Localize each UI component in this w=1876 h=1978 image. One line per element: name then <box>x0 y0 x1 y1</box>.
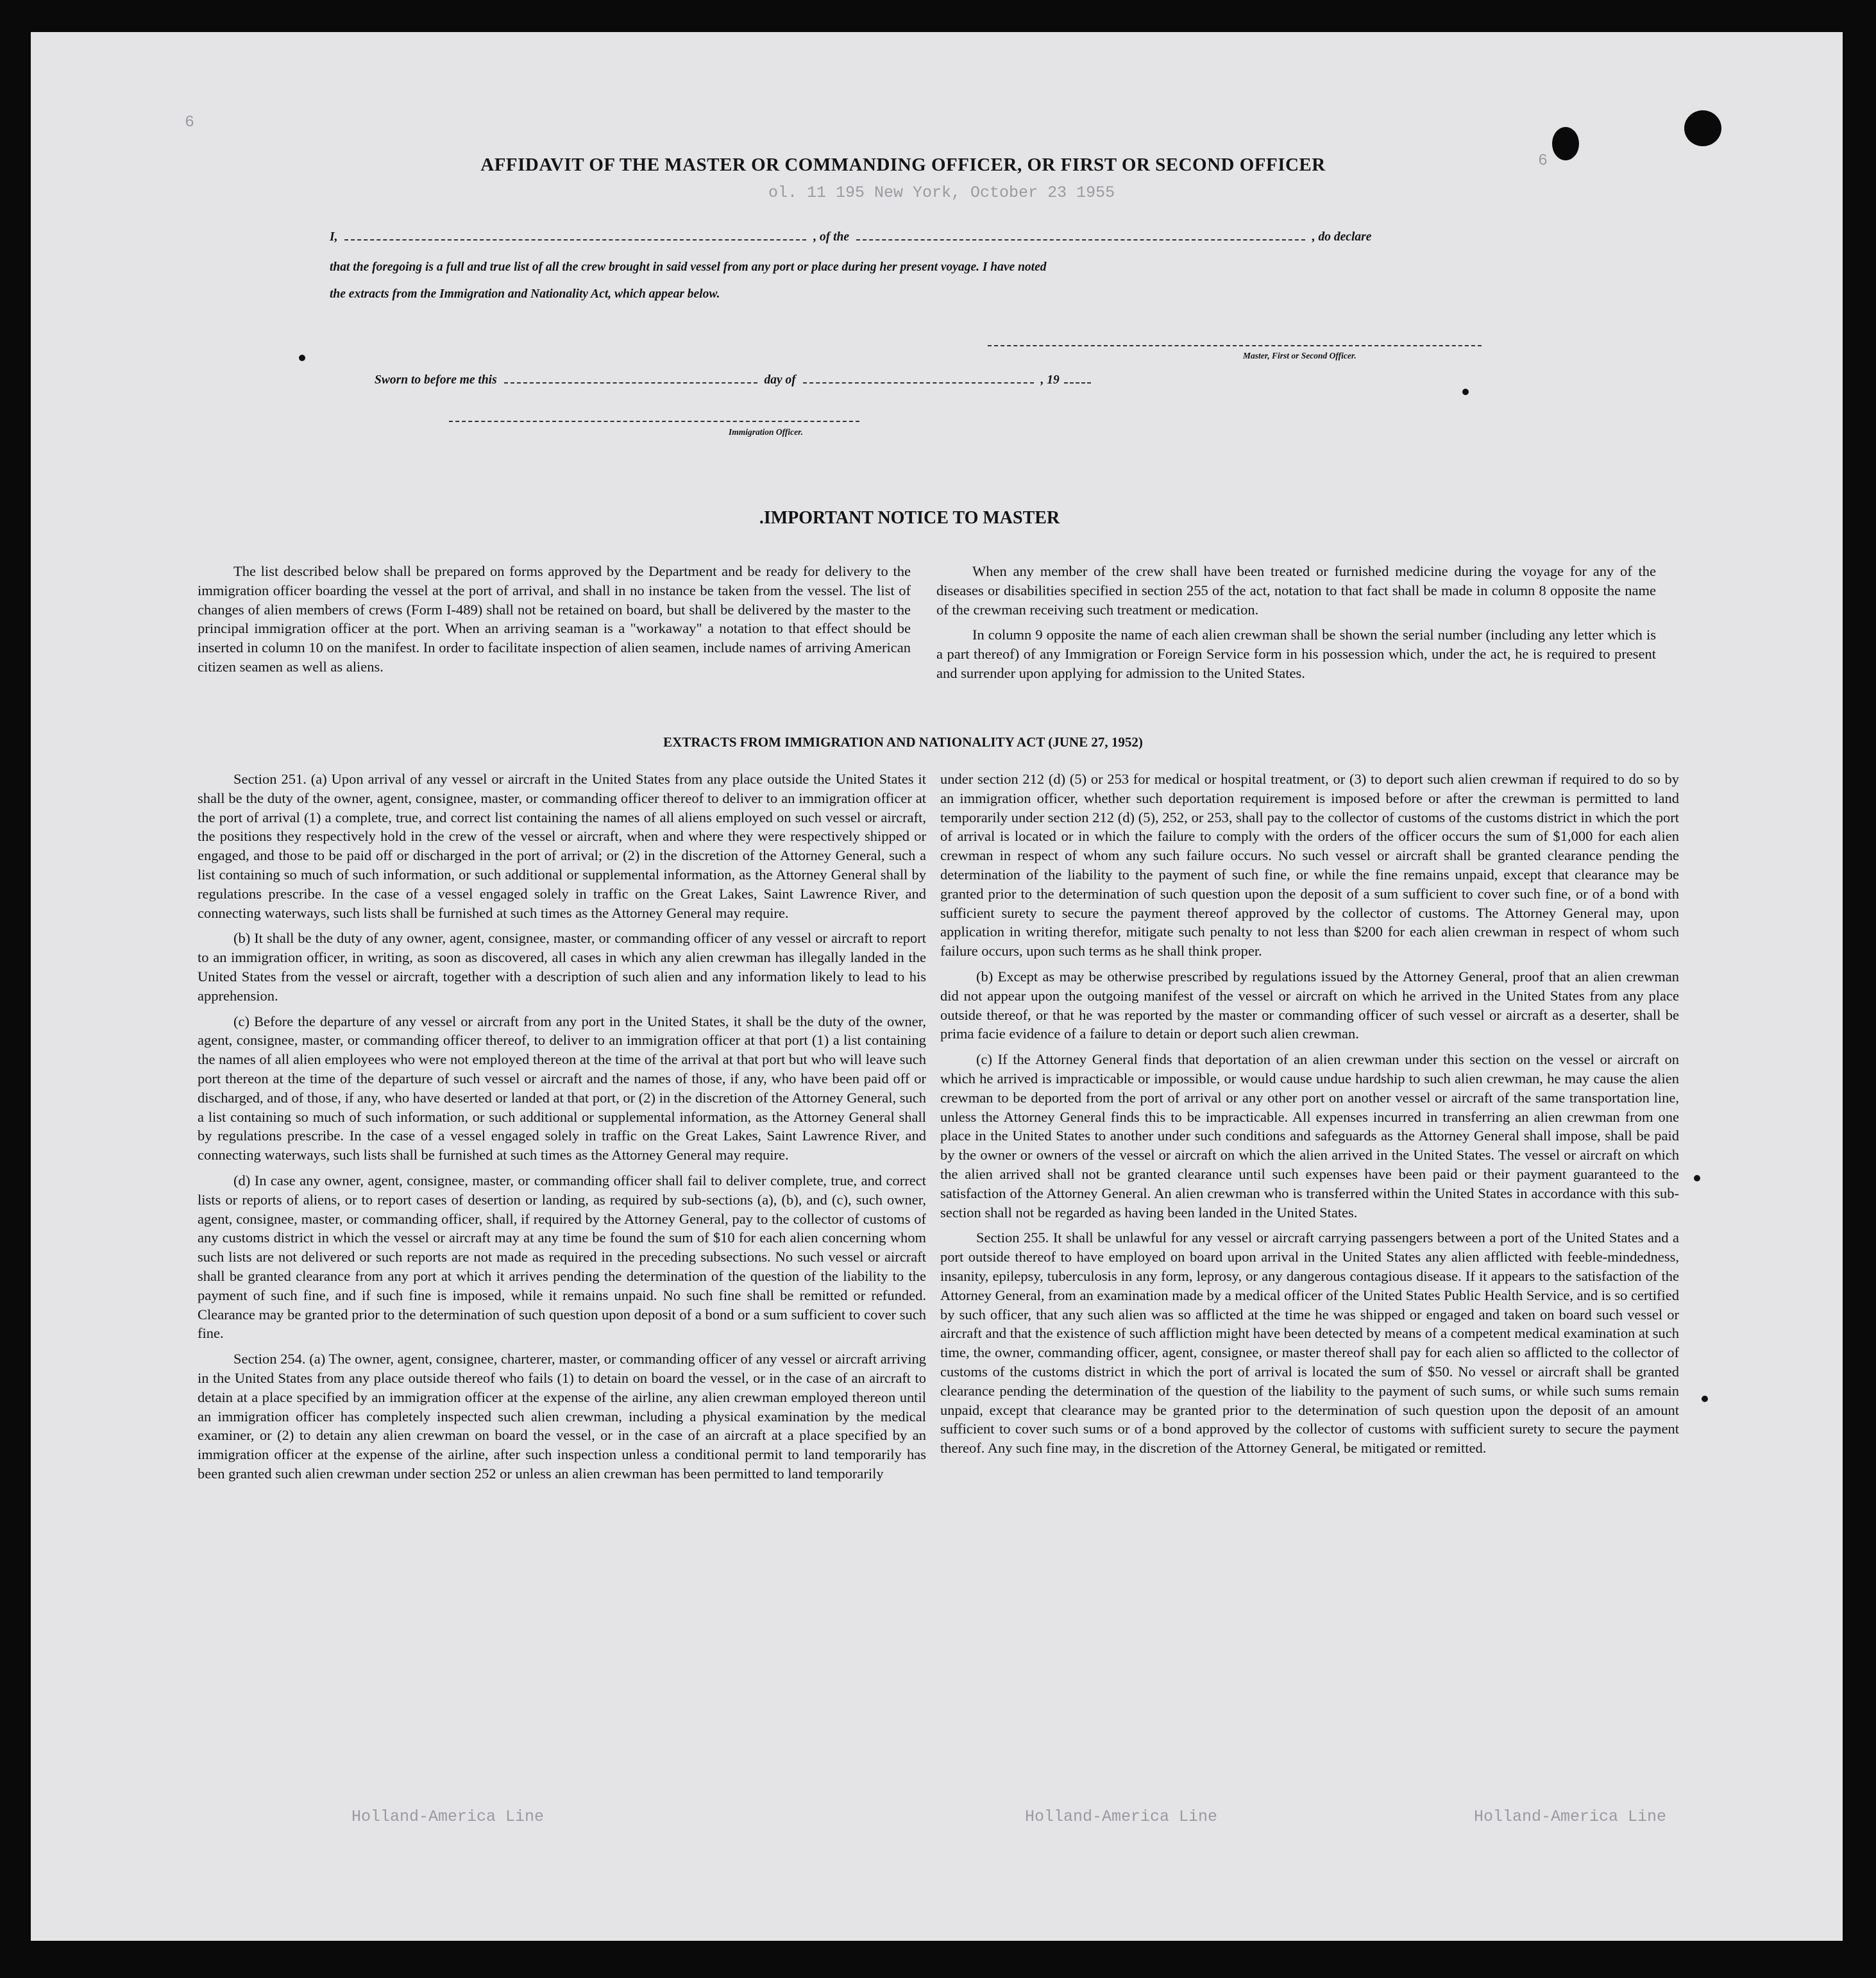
ink-blot <box>1684 110 1721 146</box>
sworn-label: Sworn to before me this <box>375 373 497 387</box>
document-sheet <box>31 32 1843 1941</box>
ink-blot <box>1552 127 1579 160</box>
bleed-through-text: 6 <box>1538 151 1548 170</box>
master-signature-line[interactable] <box>988 345 1482 346</box>
vessel-field[interactable] <box>856 239 1305 241</box>
section-paragraph: (c) If the Attorney General finds that deportation of an alien crewman under this section on the vessel or aircraft on which he arrived is impracticable or impossible, or would cause undue hardship to such alien crewman, he may cause the alien crewman to be deported from the port of arrival or any other port on another vessel or aircraft of the same transportation line, unless the Attorney General finds this to be impracticable. All expenses incurred in transferring an alien crewman from one place in the United States to another under such conditions and safeguards as the Attorney General shall impose, shall be paid by the owner or owners of the vessel or aircraft on which the alien arrived in the United States. The vessel or aircraft on which the alien arrived shall not be granted clearance until such expenses have been paid or their payment guaranteed to the satisfaction of the Attorney General. An alien crewman who is transferred within the United States in accordance with this sub-section shall not be regarded as having been landed in the United States. <box>940 1051 1679 1221</box>
section-paragraph: Section 251. (a) Upon arrival of any vessel or aircraft in the United States from any place outside the United States it shall be the duty of the owner, agent, consignee, master, or commanding officer thereof to deliver to an immigration officer at the port of arrival (1) a complete, true, and correct list containing the names of all aliens employed on such vessel or aircraft, the positions they respectively hold in the crew of the vessel or aircraft, when and where they were respectively shipped or engaged, and those to be paid off or discharged in the port of arrival; or (2) in the discretion of the Attorney General, such a list containing so much of such information, or such additional or supplemental information, as the Attorney General shall by regulations prescribe. In the case of a vessel engaged solely in traffic on the Great Lakes, Saint Lawrence River, and connecting waterways, such lists shall be furnished at such times as the Attorney General may require. <box>198 771 926 921</box>
bleed-through-text: Holland-America Line <box>1025 1807 1218 1826</box>
declaration-i-label: I, <box>330 230 338 244</box>
notice-paragraph: The list described below shall be prepared on forms approved by the Department and be ready for delivery to the immigration officer boarding the vessel at the port of arrival, and shall in no instance be taken from the vessel. The list of changes of alien members of crews (Form I-489) shall not be retained on board, but shall be delivered by the master to the principal immigration officer at the port. When an arriving seaman is a "workaway" a notation to that effect should be inserted in column 10 on the manifest. In order to facilitate inspection of alien seamen, include names of arriving American citizen seamen as well as aliens. <box>198 563 911 675</box>
immigration-officer-label: Immigration Officer. <box>729 427 804 437</box>
do-declare-label: , do declare <box>1312 230 1372 244</box>
declaration-line <box>330 230 1529 244</box>
declaration-text-1: that the foregoing is a full and true list of all the crew brought in said vessel from any port or place during her present voyage. I have noted <box>330 260 1047 274</box>
notice-left-column <box>198 562 911 683</box>
bleed-through-text: Holland-America Line <box>351 1807 545 1826</box>
day-of-label: day of <box>764 373 796 387</box>
of-the-label: , of the <box>813 230 850 244</box>
section-paragraph: (b) It shall be the duty of any owner, agent, consignee, master, or commanding officer of any vessel or aircraft to report to an immigration officer, in writing, as soon as discovered, all cases in which any alien crewman has illegally landed in the United States from the vessel or aircraft, together with a description of such alien and any information likely to lead to his apprehension. <box>198 930 926 1004</box>
bleed-through-text: Holland-America Line <box>1474 1807 1667 1826</box>
bleed-through-text: 6 <box>185 113 195 131</box>
notice-heading: .IMPORTANT NOTICE TO MASTER <box>759 508 1060 528</box>
section-paragraph: Section 254. (a) The owner, agent, consignee, charterer, master, or commanding officer of any vessel or aircraft arriving in the United States from any place outside thereof who fails (1) to detain on board the vessel, or in the case of an aircraft to detain at a place specified by an immigration officer at the expense of the airline, any alien crewman employed thereon until an immigration officer has completely inspected such alien crewman, including a physical examination by the medical examiner, or (2) to detain any alien crewman on board the vessel, or in the case of an aircraft at a place specified by an immigration officer at the expense of the airline, after such inspection unless a conditional permit to land temporarily has been granted such alien crewman under section 252 or unless an alien crewman has been permitted to land temporarily <box>198 1351 926 1482</box>
notice-paragraph: In column 9 opposite the name of each alien crewman shall be shown the serial number (including any letter which is a part thereof) of any Immigration or Foreign Service form in his possession which, under the act, he is required to present and surrender upon applying for admission to the United States. <box>936 627 1656 681</box>
sworn-line <box>375 373 1095 387</box>
punch-dot <box>1694 1175 1700 1181</box>
punch-dot <box>299 355 305 361</box>
section-paragraph: (b) Except as may be otherwise prescribed by regulations issued by the Attorney General, proof that an alien crewman did not appear upon the outgoing manifest of the vessel or aircraft on which he arrived in the United States from any place outside thereof, or that he was reported by the master or commanding officer of such vessel or aircraft as a deserter, shall be prima facie evidence of a failure to detain or deport such alien crewman. <box>940 968 1679 1042</box>
master-signature-label: Master, First or Second Officer. <box>1243 351 1356 360</box>
section-paragraph: (c) Before the departure of any vessel or aircraft from any port in the United States, it shall be the duty of the owner, agent, consignee, master, or commanding officer thereof, to deliver to an immigration officer at that port (1) a list containing the names of all alien employees who were not employed thereon at the time of the arrival at that port but who will leave such port thereon at the time of the departure of such vessel or aircraft and the names of those, if any, who have been paid off or discharged, and of those, if any, who have deserted or landed at that port, or (2) in the discretion of the Attorney General, such a list containing so much of such information, or such additional or supplemental information, as the Attorney General shall by regulations prescribe. In the case of a vessel engaged solely in traffic on the Great Lakes, Saint Lawrence River, and connecting waterways, such lists shall be furnished at such times as the Attorney General may require. <box>198 1013 926 1163</box>
bleed-through-text: ol. 11 195 New York, October 23 1955 <box>768 183 1115 202</box>
name-field[interactable] <box>344 239 806 241</box>
notice-paragraph: When any member of the crew shall have been treated or furnished medicine during the voyage for any of the diseases or disabilities specified in section 255 of the act, notation to that fact shall be made in column 8 opposite the name of the crewman receiving such treatment or medication. <box>936 563 1656 618</box>
notice-right-column <box>936 562 1656 689</box>
sworn-year-field[interactable] <box>1064 382 1091 384</box>
extracts-right-column <box>940 770 1679 1464</box>
extracts-heading: EXTRACTS FROM IMMIGRATION AND NATIONALITY ACT (JUNE 27, 1952) <box>663 734 1143 750</box>
punch-dot <box>1462 389 1469 395</box>
punch-dot <box>1702 1396 1708 1402</box>
section-paragraph: Section 255. It shall be unlawful for any vessel or aircraft carrying passengers between a port of the United States and a port outside thereof to have employed on board upon arrival in the United States any alien afflicted with feeble-mindedness, insanity, epilepsy, tuberculosis in any form, leprosy, or any dangerous contagious disease. If it appears to the satisfaction of the Attorney General, from an examination made by a medical officer of the United States Public Health Service, and is so certified by such officer, that any such alien was so afflicted at the time he was shipped or engaged and taken on board such vessel or aircraft and that the existence of such affliction might have been detected by means of a competent medical examination at such time, the owner, commanding officer, agent, consignee, or master thereof shall pay for each alien so afflicted to the collector of customs of the customs district in which the port of arrival is located the sum of $50. No vessel or aircraft shall be granted clearance pending the determination of the question of the liability to the payment of such sums, or while such sums remain unpaid, except that clearance may be granted prior to the determination of such question upon the deposit of an amount sufficient to cover such sums or of a bond approved by the collector of customs with sufficient surety to secure the payment thereof. Any such fine may, in the discretion of the Attorney General, be mitigated or remitted. <box>940 1230 1679 1457</box>
year-label: , 19 <box>1040 373 1060 387</box>
section-paragraph: under section 212 (d) (5) or 253 for medical or hospital treatment, or (3) to deport such alien crewman if required to do so by an immigration officer, whether such deportation requirement is imposed before or after the crewman is permitted to land temporarily under section 212 (d) (5), 252, or 253, shall pay to the collector of customs of the customs district in which the port of arrival is located or in which the failure to comply with the orders of the officer occurs the sum of $1,000 for each alien crewman in respect of whom any such failure occurs. No such vessel or aircraft shall be granted clearance pending the determination of the liability to the payment of such fine, or while the fine remains unpaid, except that clearance may be granted prior to the determination of such question upon the deposit of a sum sufficient to cover such fine, or of a bond with sufficient surety to secure the payment thereof approved by the collector of customs. The Attorney General may, upon application in writing therefor, mitigate such penalty to not less than $200 for each alien crewman in respect of whom such failure occurs, upon such terms as he shall think proper. <box>940 771 1679 959</box>
immigration-officer-signature-line[interactable] <box>449 421 859 422</box>
section-paragraph: (d) In case any owner, agent, consignee, master, or commanding officer shall fail to deliver complete, true, and correct lists or reports of aliens, or to report cases of desertion or landing, as required by sub-sections (a), (b), and (c), such owner, agent, consignee, master, or commanding officer, shall, if required by the Attorney General, pay to the collector of customs of any customs district in which the vessel or aircraft may at any time be found the sum of $10 for each alien concerning whom such lists are not delivered or such reports are not made as required in the preceding subsections. No such vessel or aircraft shall be granted clearance from any port at which it arrives pending the determination of the question of the liability to the payment of such fine, and if such fine is imposed, while it remains unpaid. No such fine shall be remitted or refunded. Clearance may be granted prior to the determination of such question upon deposit of a bond or a sum sufficient to cover such fine. <box>198 1172 926 1342</box>
affidavit-title: AFFIDAVIT OF THE MASTER OR COMMANDING OFFICER, OR FIRST OR SECOND OFFICER <box>480 155 1326 175</box>
sworn-month-field[interactable] <box>803 382 1034 384</box>
sworn-day-field[interactable] <box>504 382 757 384</box>
declaration-text-2: the extracts from the Immigration and Nationality Act, which appear below. <box>330 287 720 301</box>
extracts-left-column <box>198 770 926 1490</box>
